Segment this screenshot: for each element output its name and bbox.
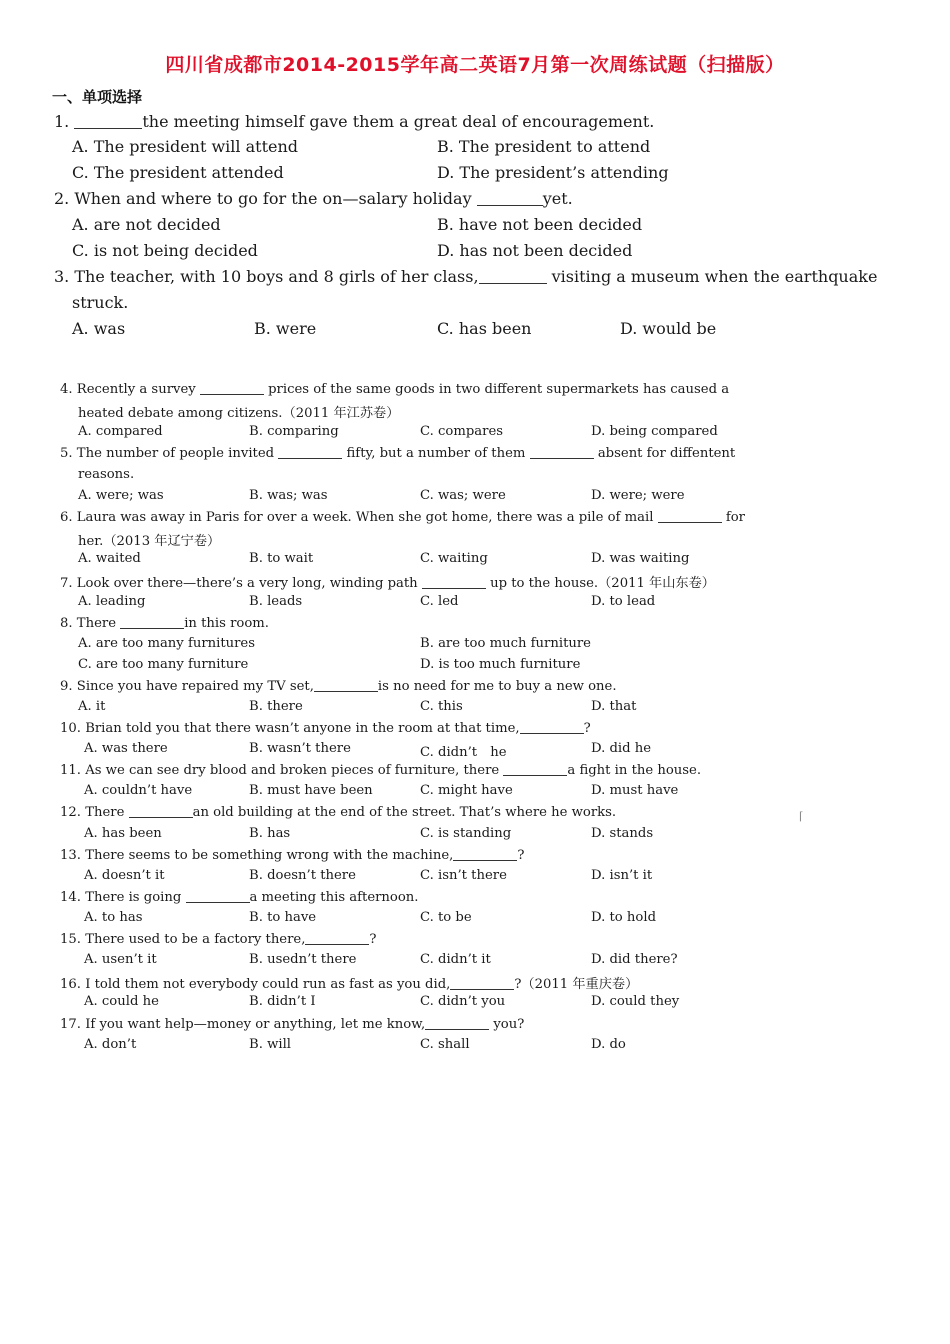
option-b: B. must have been (249, 783, 373, 798)
question-text-end: absent for diffentent (597, 446, 736, 462)
question-number: 6. (60, 510, 73, 526)
answer-blank (200, 381, 264, 395)
option-a: A. to has (84, 910, 143, 925)
option-d: D. to lead (591, 594, 656, 609)
option-b: B. have not been decided (437, 215, 643, 234)
answer-blank (314, 678, 378, 692)
option-c: C. are too many furniture (78, 657, 249, 672)
option-c: C. The president attended (72, 163, 284, 182)
question-text-end: in this room. (184, 616, 269, 632)
question-text-end: ? (583, 721, 591, 737)
question-number: 13. (60, 848, 81, 864)
answer-blank (186, 889, 250, 903)
option-b: B. has (249, 826, 291, 841)
question-number: 2. (54, 189, 70, 208)
option-d: D. The president’s attending (437, 163, 669, 182)
question-text-end: up to the house.（2011 年山东卷） (490, 576, 715, 591)
option-c: C. is not being decided (72, 241, 258, 260)
answer-blank (479, 267, 547, 284)
question-continuation: struck. (72, 293, 129, 312)
option-d: D. being compared (591, 424, 718, 439)
question-text: The teacher, with 10 boys and 8 girls of her class, (74, 267, 479, 286)
question-number: 17. (60, 1017, 81, 1033)
answer-blank (477, 189, 543, 206)
question-number: 7. (60, 576, 73, 591)
option-a: A. has been (84, 826, 162, 841)
option-a: A. don’t (84, 1037, 137, 1052)
option-d: D. did he (591, 741, 652, 756)
option-d: D. isn’t it (591, 868, 653, 883)
scan-mark: ⌈ (799, 810, 804, 823)
question-text-end: you? (493, 1017, 525, 1033)
answer-blank (278, 445, 342, 459)
question-13 (60, 847, 524, 863)
option-d: D. could they (591, 994, 680, 1009)
option-a: A. could he (84, 994, 159, 1009)
option-c: C. isn’t there (420, 868, 507, 883)
option-a: A. The president will attend (72, 137, 299, 156)
answer-blank (453, 847, 517, 861)
option-d: D. would be (620, 319, 717, 338)
question-text: Since you have repaired my TV set, (76, 679, 314, 695)
question-text: the meeting himself gave them a great deal of encouragement. (142, 112, 655, 131)
question-text-end: for (725, 510, 745, 526)
question-9 (60, 678, 617, 694)
question-text: There used to be a factory there, (85, 932, 306, 948)
option-b: B. to have (249, 910, 317, 925)
question-text: There (76, 616, 116, 632)
question-16 (60, 973, 638, 992)
question-10 (60, 720, 591, 736)
option-a: A. compared (78, 424, 163, 439)
question-text: There is going (85, 890, 182, 906)
question-text: As we can see dry blood and broken pieces of furniture, there (85, 763, 500, 779)
question-text-end: an old building at the end of the street. That’s where he works. (192, 805, 617, 821)
question-text: When and where to go for the on—salary holiday (74, 189, 472, 208)
option-c: C. was; were (420, 488, 506, 503)
question-15 (60, 931, 377, 947)
question-2 (54, 189, 573, 208)
option-c: C. is standing (420, 826, 512, 841)
question-text: If you want help—money or anything, let me know, (85, 1017, 426, 1033)
answer-blank (503, 762, 567, 776)
option-a: A. waited (78, 551, 141, 566)
option-c: C. to be (420, 910, 472, 925)
question-number: 14. (60, 890, 81, 906)
question-text-end: yet. (542, 189, 573, 208)
question-text-end: a meeting this afternoon. (249, 890, 419, 906)
question-number: 9. (60, 679, 73, 695)
question-number: 15. (60, 932, 81, 948)
answer-blank (422, 575, 486, 589)
question-6 (60, 509, 745, 525)
question-continuation: reasons. (78, 467, 135, 482)
question-text: Laura was away in Paris for over a week. When she got home, there was a pile of mail (76, 510, 654, 526)
option-b: B. there (249, 699, 303, 714)
question-17 (60, 1016, 524, 1032)
option-a: A. are not decided (72, 215, 221, 234)
answer-blank (120, 615, 184, 629)
question-number: 10. (60, 721, 81, 737)
option-b: B. didn’t I (249, 994, 316, 1009)
option-a: A. couldn’t have (84, 783, 193, 798)
answer-blank (129, 804, 193, 818)
option-b: B. will (249, 1037, 292, 1052)
option-a: A. usen’t it (84, 952, 157, 967)
option-a: A. were; was (78, 488, 164, 503)
question-text-end: a fight in the house. (567, 763, 702, 779)
question-8 (60, 615, 269, 631)
question-14 (60, 889, 419, 905)
option-a: A. are too many furnitures (78, 636, 256, 651)
question-text-end: ? (369, 932, 377, 948)
answer-blank (520, 720, 584, 734)
question-text-end: is no need for me to buy a new one. (377, 679, 617, 695)
option-b: B. comparing (249, 424, 339, 439)
option-c: C. didn’t you (420, 994, 506, 1009)
option-d: D. that (591, 699, 637, 714)
option-c: C. didn’t it (420, 952, 491, 967)
question-continuation: her.（2013 年辽宁卷） (78, 534, 221, 549)
question-text-end: visiting a museum when the earthquake (551, 267, 878, 286)
option-b: B. are too much furniture (420, 636, 591, 651)
question-number: 8. (60, 616, 73, 632)
question-text: There seems to be something wrong with the machine, (85, 848, 454, 864)
answer-blank (530, 445, 594, 459)
question-text-end: ?（2011 年重庆卷） (514, 977, 639, 992)
option-a: A. was there (84, 741, 168, 756)
option-d: D. stands (591, 826, 654, 841)
option-d: D. did there? (591, 952, 678, 967)
option-d: D. to hold (591, 910, 657, 925)
question-7 (60, 572, 715, 591)
question-continuation: heated debate among citizens.（2011 年江苏卷） (78, 406, 400, 421)
question-text-end: ? (517, 848, 525, 864)
option-c: C. shall (420, 1037, 470, 1052)
option-c: C. led (420, 594, 459, 609)
option-a: A. was (72, 319, 126, 338)
question-12 (60, 804, 616, 820)
option-b: B. to wait (249, 551, 314, 566)
question-1 (54, 112, 654, 131)
question-11 (60, 762, 701, 778)
question-number: 12. (60, 805, 81, 821)
question-text: Brian told you that there wasn’t anyone in the room at that time, (85, 721, 520, 737)
option-d: D. was waiting (591, 551, 690, 566)
answer-blank (450, 976, 514, 990)
page-title: 四川省成都市2014-2015学年高二英语7月第一次周练试题（扫描版） (165, 54, 785, 76)
question-3 (54, 267, 877, 286)
option-c: C. has been (437, 319, 532, 338)
option-b: B. leads (249, 594, 303, 609)
option-b: B. usedn’t there (249, 952, 357, 967)
question-number: 4. (60, 382, 73, 398)
option-a: A. doesn’t it (84, 868, 165, 883)
option-c: C. this (420, 699, 463, 714)
question-text: I told them not everybody could run as fast as you did, (85, 977, 451, 992)
option-a: A. it (78, 699, 106, 714)
answer-blank (305, 931, 369, 945)
question-4 (60, 381, 729, 397)
answer-blank (74, 112, 142, 129)
question-text: There (85, 805, 125, 821)
option-c: C. might have (420, 783, 513, 798)
answer-blank (425, 1016, 489, 1030)
question-number: 11. (60, 763, 81, 779)
option-b: B. was; was (249, 488, 328, 503)
option-d: D. must have (591, 783, 679, 798)
question-5 (60, 445, 735, 461)
answer-blank (658, 509, 722, 523)
question-number: 3. (54, 267, 70, 286)
question-number: 5. (60, 446, 73, 462)
option-c: C. compares (420, 424, 504, 439)
option-d: D. were; were (591, 488, 685, 503)
option-d: D. is too much furniture (420, 657, 581, 672)
question-text-end: prices of the same goods in two different supermarkets has caused a (268, 382, 730, 398)
option-b: B. doesn’t there (249, 868, 356, 883)
question-text: Recently a survey (76, 382, 196, 398)
question-text: The number of people invited (76, 446, 275, 462)
question-number: 16. (60, 977, 81, 992)
option-b: B. were (254, 319, 317, 338)
question-text: Look over there—there’s a very long, winding path (76, 576, 418, 591)
option-d: D. has not been decided (437, 241, 633, 260)
option-a: A. leading (78, 594, 146, 609)
question-text-mid: fifty, but a number of them (346, 446, 526, 462)
option-c: C. waiting (420, 551, 488, 566)
option-b: B. The president to attend (437, 137, 651, 156)
option-d: D. do (591, 1037, 626, 1052)
question-number: 1. (54, 112, 70, 131)
section-heading: 一、单项选择 (52, 88, 143, 106)
option-c: C. didn’t he (420, 745, 507, 760)
option-b: B. wasn’t there (249, 741, 351, 756)
